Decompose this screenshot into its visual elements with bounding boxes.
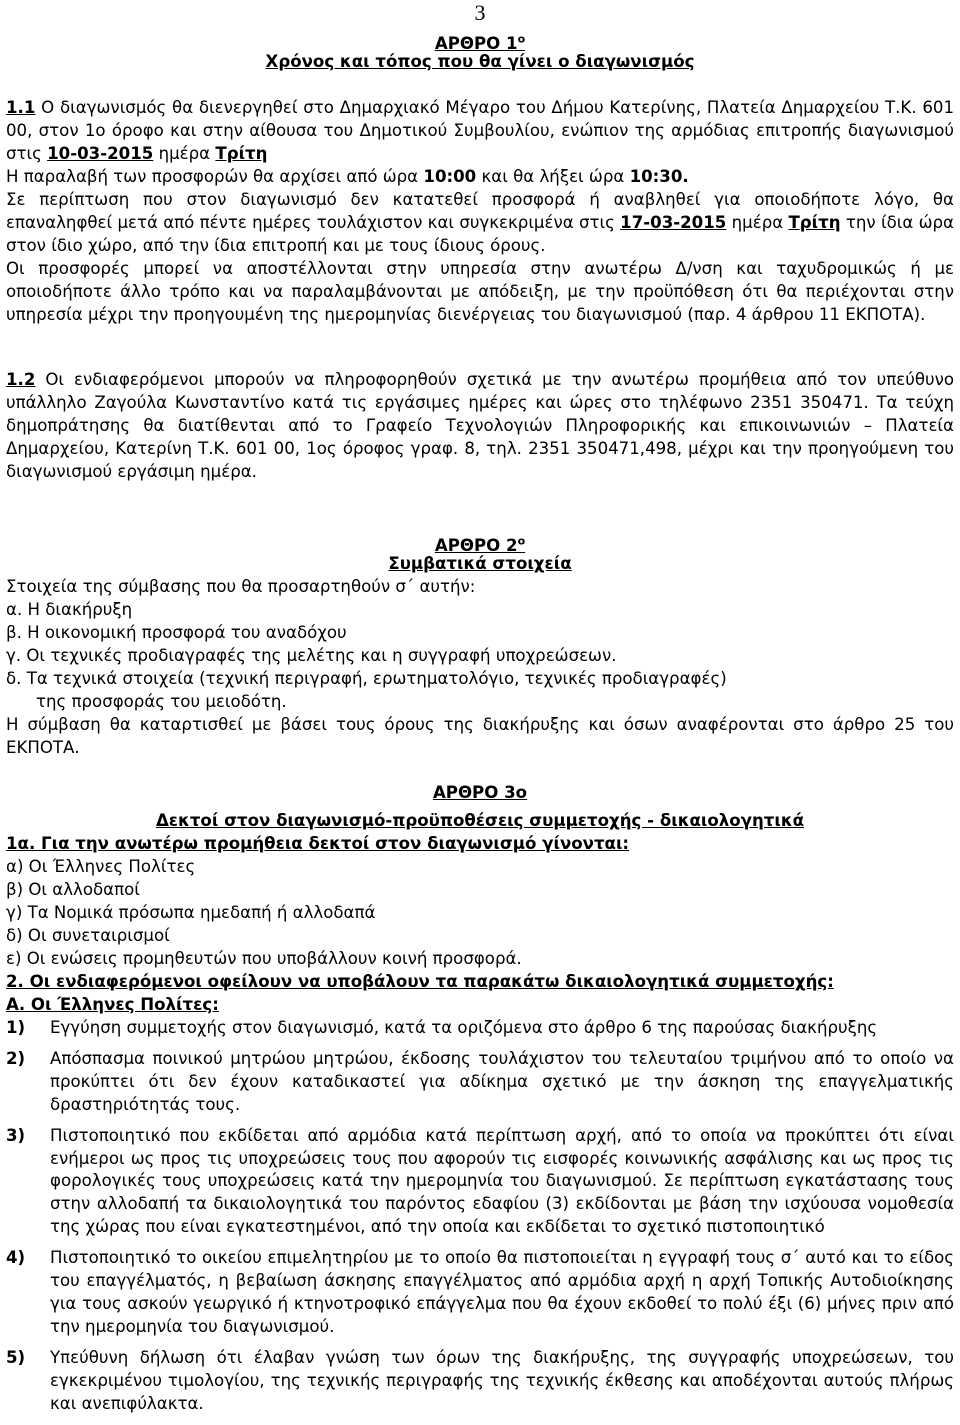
clause-number: 1.2 [6,370,36,389]
list-item: δ) Οι συνεταιρισμοί [6,926,170,945]
item-number: 3) [6,1125,26,1145]
item-number: 2) [6,1048,26,1068]
list-item: α. Η διακήρυξη [6,600,133,619]
list-item: της προσφοράς του μειοδότη. [36,692,287,711]
article-1-paragraph-5: 1.2 Οι ενδιαφερόμενοι μπορούν να πληροφορηθούν σχετικά με την ανωτέρω προμήθεια από τον υπεύθυνο υπάλληλο Ζαγούλα Κωνσταντίνο κατά τις εργάσιμες ημέρες και ώρες στο τηλέφωνο 2351 350471. Τα τεύχη δημοπράτησης θα διατίθενται από το Γραφείο Τεχνολογιών Πληροφορικής και επικοινωνιών – Πλατεία Δημαρχείου, Κατερίνη Τ.Κ. 601 00, 1ος όροφος γραφ. 8, τηλ. 2351 350471,498, μέχρι και την προηγούμενη του διαγωνισμού εργάσιμη ημέρα. [6,370,954,481]
article-1-heading: ΑΡΘΡΟ $1^o$ [434,32,526,53]
article-3-heading: ΑΡΘΡΟ 3ο [432,783,528,802]
list-item: 2) Απόσπασμα ποινικού μητρώου μητρώου, έκδοσης τουλάχιστον του τελευταίου τριμήνου από το οποίο να προκύπτει ότι δεν έχουν καταδικαστεί για αδίκημα σχετικό με την άσκηση της επαγγελματικής δραστηριότητάς τους. [6,1048,954,1114]
day: Τρίτη [215,143,268,163]
list-item: 3) Πιστοποιητικό που εκδίδεται από αρμόδια κατά περίπτωση αρχή, από το οποία να προκύπτει ότι είναι ενήμεροι ως προς τις υποχρεώσεις τους που αφορούν τις εισφορές κοινωνικής ασφάλισης και ως προς τις φορολογικές τους υποχρεώσεις κατά την ημερομηνία του διαγωνισμού. Σε περίπτωση εγκατάστασης τους στην αλλοδαπή τα δικαιολογητικά του παρόντος εδαφίου (3) εκδίδονται με βάση την ισχύουσα νομοθεσία της χώρας που είναι εγκατεστημένοι, από την οποία και εκδίδεται το σχετικό πιστοποιητικό [6,1125,954,1237]
required-documents-list [6,1017,954,1416]
article-1-subheading: Χρόνος και τόπος που θα γίνει ο διαγωνισμός [265,52,695,71]
list-item: 1) Εγγύηση συμμετοχής στον διαγωνισμό, κατά τα οριζόμενα στο άρθρο 6 της παρούσας διακήρυξης [6,1017,954,1040]
article-3-subheading: Δεκτοί στον διαγωνισμό-προϋποθέσεις συμμετοχής - δικαιολογητικά [155,811,805,830]
list-item: 5) Υπεύθυνη δήλωση ότι έλαβαν γνώση των όρων της διακήρυξης, της συγγραφής υποχρεώσεων, του εγκεκριμένου τιμολογίου, της τεχνικής περιγραφής της τεχνικής έκθεσης και αποδέχονται αυτούς πλήρως και ανεπιφύλακτα. [6,1347,954,1413]
list-item: δ. Τα τεχνικά στοιχεία (τεχνική περιγραφή, ερωτηματολόγιο, τεχνικές προδιαγραφές) [6,669,727,688]
article-2-intro: Στοιχεία της σύμβασης που θα προσαρτηθούν σ΄ αυτήν: [6,577,476,596]
item-number: 1) [6,1018,26,1037]
date: 17-03-2015 [620,212,727,232]
article-3-section-1a: 1α. Για την ανωτέρω προμήθεια δεκτοί στον διαγωνισμό γίνονται: [6,834,630,853]
article-3-section-2: 2. Οι ενδιαφερόμενοι οφείλουν να υποβάλουν τα παρακάτω δικαιολογητικά συμμετοχής: [6,972,834,991]
article-1-paragraph-1: 1.1 Ο διαγωνισμός θα διενεργηθεί στο Δημαρχιακό Μέγαρο του Δήμου Κατερίνης, Πλατεία Δημαρχείου Τ.Κ. 601 00, στον 1ο όροφο και στην αίθουσα του Δημοτικού Συμβουλίου, ενώπιον της αρμόδιας επιτροπής διαγωνισμού στις 10-03-2015 ημέρα Τρίτη [6,98,954,163]
article-3-section-a: Α. Οι Έλληνες Πολίτες: [6,995,219,1014]
item-number: 5) [6,1347,26,1367]
article-2-closing: Η σύμβαση θα καταρτισθεί με βάσει τους όρους της διακήρυξης και όσων αναφέρονται στο άρθρο 25 του ΕΚΠΟΤΑ. [6,715,954,757]
clause-number: 1.1 [6,98,36,117]
list-item: ε) Οι ενώσεις προμηθευτών που υποβάλλουν κοινή προσφορά. [6,949,522,968]
list-item: α) Οι Έλληνες Πολίτες [6,857,196,876]
list-item: 4) Πιστοποιητικό το οικείου επιμελητηρίου με το οποίο θα πιστοποιείται η εγγραφή τους σ΄ αυτό και το είδος του επαγγέλματός, η βεβαίωση άσκησης επαγγέλματος από αρμόδια αρχή η αρχή Τοπικής Αυτοδιοίκησης για τους ασκούν γεωργικό ή κτηνοτροφικό επάγγελμα που θα έχουν εκδοθεί το πολύ έξι (6) μήνες πριν από την ημερομηνία του διαγωνισμού. [6,1248,954,1336]
list-item: β) Οι αλλοδαποί [6,880,140,899]
date: 10-03-2015 [47,143,154,163]
list-item: γ. Οι τεχνικές προδιαγραφές της μελέτης και η συγγραφή υποχρεώσεων. [6,646,617,665]
article-1-paragraph-2: Η παραλαβή των προσφορών θα αρχίσει από ώρα 10:00 και θα λήξει ώρα 10:30. [6,167,689,186]
article-1-paragraph-3: Σε περίπτωση που στον διαγωνισμό δεν κατατεθεί προσφορά ή αναβληθεί για οποιοδήποτε λόγο, θα επαναληφθεί μετά από πέντε ημέρες τουλάχιστον και συγκεκριμένα στις 17-03-2015 ημέρα Τρίτη την ίδια ώρα στον ίδιο χώρο, από την ίδια επιτροπή και με τους ίδιους όρους. [6,190,954,255]
article-2-heading: ΑΡΘΡΟ $2^o$ [434,534,526,555]
list-item: γ) Τα Νομικά πρόσωπα ημεδαπή ή αλλοδαπά [6,903,376,922]
article-2-subheading: Συμβατικά στοιχεία [388,554,572,573]
article-1-paragraph-4: Οι προσφορές μπορεί να αποστέλλονται στην υπηρεσία στην ανωτέρω Δ/νση και ταχυδρομικώς ή με οποιοδήποτε άλλο τρόπο και να παραλαμβάνονται με απόδειξη, με την προϋπόθεση ότι θα περιέχονται στην υπηρεσία μέχρι την προηγουμένη της ημερομηνίας διενέργειας του διαγωνισμού (παρ. 4 άρθρου 11 ΕΚΠΟΤΑ). [6,259,954,324]
item-number: 4) [6,1248,26,1268]
list-item: β. Η οικονομική προσφορά του αναδόχου [6,623,347,642]
day: Τρίτη [788,212,841,232]
page-number: 3 [474,0,486,25]
